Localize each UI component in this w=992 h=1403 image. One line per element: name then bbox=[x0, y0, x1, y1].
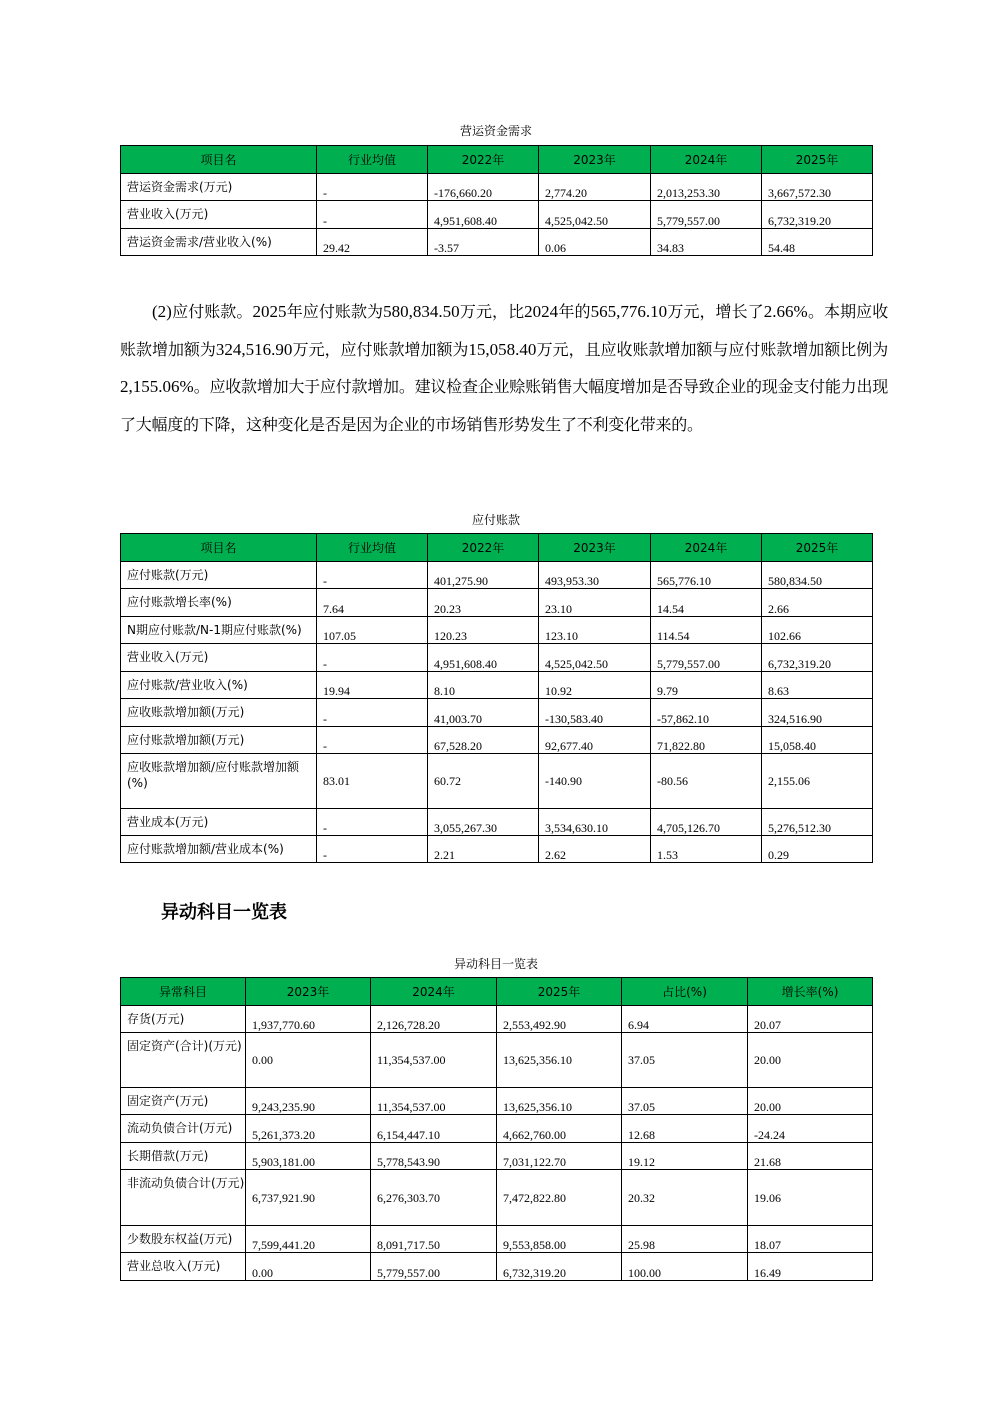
table-row bbox=[121, 644, 873, 672]
cell-value: 565,776.10 bbox=[651, 562, 762, 589]
cell-value: -176,660.20 bbox=[428, 174, 539, 201]
table-row bbox=[121, 1033, 873, 1088]
row-label: 固定资产(合计)(万元) bbox=[121, 1033, 246, 1088]
cell-value: 25.98 bbox=[622, 1226, 748, 1253]
cell-value: 4,525,042.50 bbox=[539, 201, 651, 229]
header-cell: 占比(%) bbox=[622, 978, 748, 1006]
cell-value: 4,705,126.70 bbox=[651, 809, 762, 836]
cell-value: 7.64 bbox=[317, 589, 428, 617]
header-cell: 行业均值 bbox=[317, 534, 428, 562]
table3-caption: 异动科目一览表 bbox=[453, 957, 538, 971]
cell-value: 2.21 bbox=[428, 836, 539, 863]
cell-value: 4,525,042.50 bbox=[539, 644, 651, 672]
cell-value: 37.05 bbox=[622, 1088, 748, 1115]
working-capital-table bbox=[120, 145, 873, 256]
table-row bbox=[121, 229, 873, 256]
row-label: 应付账款增长率(%) bbox=[121, 589, 317, 617]
header-cell: 项目名 bbox=[121, 534, 317, 562]
header-cell: 2023年 bbox=[539, 146, 651, 174]
cell-value: 19.94 bbox=[317, 672, 428, 699]
row-label: 应收账款增加额(万元) bbox=[121, 699, 317, 727]
cell-value: 0.06 bbox=[539, 229, 651, 256]
cell-value: 54.48 bbox=[762, 229, 873, 256]
cell-value: 2,553,492.90 bbox=[497, 1006, 622, 1033]
table-row bbox=[121, 754, 873, 809]
accounts-payable-paragraph: (2)应付账款。2025年应付账款为580,834.50万元，比2024年的565,776.10万元，增长了2.66%。本期应收账款增加额为324,516.90万元，应付账款增加额为15,058.40万元，且应收账款增加额与应付账款增加额比例为2,155.06%。应收款增加大于应付款增加。建议检查企业赊账销售大幅度增加是否导致企业的现金支付能力出现了大幅度的下降，这种变化是否是因为企业的市场销售形势发生了不利变化带来的。 bbox=[120, 302, 888, 434]
cell-value: -80.56 bbox=[651, 754, 762, 809]
cell-value: 5,903,181.00 bbox=[246, 1143, 371, 1170]
cell-value: 4,951,608.40 bbox=[428, 201, 539, 229]
cell-value: 4,951,608.40 bbox=[428, 644, 539, 672]
cell-value: -24.24 bbox=[748, 1115, 873, 1143]
table-row bbox=[121, 1170, 873, 1226]
row-label: N期应付账款/N-1期应付账款(%) bbox=[121, 617, 317, 644]
cell-value: - bbox=[317, 727, 428, 754]
row-label: 营业总收入(万元) bbox=[121, 1253, 246, 1281]
row-label: 营运资金需求(万元) bbox=[121, 174, 317, 201]
cell-value: 5,276,512.30 bbox=[762, 809, 873, 836]
cell-value: 15,058.40 bbox=[762, 727, 873, 754]
row-label: 营业收入(万元) bbox=[121, 201, 317, 229]
cell-value: 102.66 bbox=[762, 617, 873, 644]
cell-value: 3,667,572.30 bbox=[762, 174, 873, 201]
cell-value: 2.62 bbox=[539, 836, 651, 863]
cell-value: 580,834.50 bbox=[762, 562, 873, 589]
cell-value: 29.42 bbox=[317, 229, 428, 256]
table2-caption: 应付账款 bbox=[471, 513, 520, 527]
cell-value: - bbox=[317, 699, 428, 727]
cell-value: 401,275.90 bbox=[428, 562, 539, 589]
cell-value: 10.92 bbox=[539, 672, 651, 699]
cell-value: 7,031,122.70 bbox=[497, 1143, 622, 1170]
cell-value: 2,126,728.20 bbox=[371, 1006, 497, 1033]
cell-value: 0.29 bbox=[762, 836, 873, 863]
header-cell: 增长率(%) bbox=[748, 978, 873, 1006]
cell-value: 7,472,822.80 bbox=[497, 1170, 622, 1226]
row-label: 营业收入(万元) bbox=[121, 644, 317, 672]
cell-value: 7,599,441.20 bbox=[246, 1226, 371, 1253]
cell-value: 1,937,770.60 bbox=[246, 1006, 371, 1033]
cell-value: 19.06 bbox=[748, 1170, 873, 1226]
cell-value: 6,732,319.20 bbox=[497, 1253, 622, 1281]
cell-value: 3,055,267.30 bbox=[428, 809, 539, 836]
row-label: 长期借款(万元) bbox=[121, 1143, 246, 1170]
cell-value: 324,516.90 bbox=[762, 699, 873, 727]
cell-value: - bbox=[317, 644, 428, 672]
cell-value: 37.05 bbox=[622, 1033, 748, 1088]
header-cell: 2024年 bbox=[371, 978, 497, 1006]
cell-value: 71,822.80 bbox=[651, 727, 762, 754]
header-cell: 异常科目 bbox=[121, 978, 246, 1006]
cell-value: 23.10 bbox=[539, 589, 651, 617]
header-cell: 2025年 bbox=[497, 978, 622, 1006]
cell-value: - bbox=[317, 201, 428, 229]
cell-value: 34.83 bbox=[651, 229, 762, 256]
cell-value: 6,737,921.90 bbox=[246, 1170, 371, 1226]
row-label: 少数股东权益(万元) bbox=[121, 1226, 246, 1253]
cell-value: 120.23 bbox=[428, 617, 539, 644]
row-label: 应收账款增加额/应付账款增加额(%) bbox=[121, 754, 317, 809]
table-row bbox=[121, 589, 873, 617]
header-cell: 2023年 bbox=[246, 978, 371, 1006]
cell-value: 9,243,235.90 bbox=[246, 1088, 371, 1115]
cell-value: 20.00 bbox=[748, 1088, 873, 1115]
cell-value: 8.10 bbox=[428, 672, 539, 699]
cell-value: 20.00 bbox=[748, 1033, 873, 1088]
cell-value: 1.53 bbox=[651, 836, 762, 863]
row-label: 应付账款增加额/营业成本(%) bbox=[121, 836, 317, 863]
header-cell: 2023年 bbox=[539, 534, 651, 562]
accounts-payable-table bbox=[120, 533, 873, 863]
cell-value: 21.68 bbox=[748, 1143, 873, 1170]
header-cell: 2024年 bbox=[651, 534, 762, 562]
cell-value: 20.32 bbox=[622, 1170, 748, 1226]
header-cell: 项目名 bbox=[121, 146, 317, 174]
cell-value: 6,154,447.10 bbox=[371, 1115, 497, 1143]
cell-value: 5,779,557.00 bbox=[651, 201, 762, 229]
cell-value: 8,091,717.50 bbox=[371, 1226, 497, 1253]
cell-value: 14.54 bbox=[651, 589, 762, 617]
table-row bbox=[121, 672, 873, 699]
table-row bbox=[121, 1088, 873, 1115]
table1-caption: 营运资金需求 bbox=[459, 124, 532, 138]
cell-value: 5,261,373.20 bbox=[246, 1115, 371, 1143]
cell-value: 5,779,557.00 bbox=[371, 1253, 497, 1281]
cell-value: 19.12 bbox=[622, 1143, 748, 1170]
cell-value: 2,013,253.30 bbox=[651, 174, 762, 201]
cell-value: - bbox=[317, 562, 428, 589]
cell-value: 92,677.40 bbox=[539, 727, 651, 754]
cell-value: 2,774.20 bbox=[539, 174, 651, 201]
cell-value: 60.72 bbox=[428, 754, 539, 809]
cell-value: 41,003.70 bbox=[428, 699, 539, 727]
table-row bbox=[121, 1115, 873, 1143]
cell-value: 67,528.20 bbox=[428, 727, 539, 754]
cell-value: 5,779,557.00 bbox=[651, 644, 762, 672]
cell-value: - bbox=[317, 809, 428, 836]
cell-value: 6,732,319.20 bbox=[762, 201, 873, 229]
cell-value: -130,583.40 bbox=[539, 699, 651, 727]
cell-value: 8.63 bbox=[762, 672, 873, 699]
table-row bbox=[121, 201, 873, 229]
table-row bbox=[121, 727, 873, 754]
table-row bbox=[121, 1006, 873, 1033]
cell-value: -140.90 bbox=[539, 754, 651, 809]
cell-value: 2,155.06 bbox=[762, 754, 873, 809]
cell-value: 16.49 bbox=[748, 1253, 873, 1281]
cell-value: 20.23 bbox=[428, 589, 539, 617]
cell-value: 13,625,356.10 bbox=[497, 1033, 622, 1088]
table-row bbox=[121, 809, 873, 836]
cell-value: 0.00 bbox=[246, 1253, 371, 1281]
cell-value: 6,276,303.70 bbox=[371, 1170, 497, 1226]
cell-value: 123.10 bbox=[539, 617, 651, 644]
row-label: 营业成本(万元) bbox=[121, 809, 317, 836]
cell-value: 83.01 bbox=[317, 754, 428, 809]
cell-value: 9,553,858.00 bbox=[497, 1226, 622, 1253]
cell-value: 9.79 bbox=[651, 672, 762, 699]
table-row bbox=[121, 562, 873, 589]
header-cell: 2025年 bbox=[762, 146, 873, 174]
cell-value: - bbox=[317, 174, 428, 201]
cell-value: -57,862.10 bbox=[651, 699, 762, 727]
header-cell: 2024年 bbox=[651, 146, 762, 174]
abnormal-items-table bbox=[120, 977, 873, 1281]
row-label: 流动负债合计(万元) bbox=[121, 1115, 246, 1143]
cell-value: 493,953.30 bbox=[539, 562, 651, 589]
header-cell: 2022年 bbox=[428, 146, 539, 174]
cell-value: 100.00 bbox=[622, 1253, 748, 1281]
cell-value: 20.07 bbox=[748, 1006, 873, 1033]
cell-value: 2.66 bbox=[762, 589, 873, 617]
cell-value: 12.68 bbox=[622, 1115, 748, 1143]
row-label: 应付账款(万元) bbox=[121, 562, 317, 589]
cell-value: 13,625,356.10 bbox=[497, 1088, 622, 1115]
row-label: 存货(万元) bbox=[121, 1006, 246, 1033]
row-label: 固定资产(万元) bbox=[121, 1088, 246, 1115]
cell-value: 11,354,537.00 bbox=[371, 1088, 497, 1115]
cell-value: 0.00 bbox=[246, 1033, 371, 1088]
cell-value: 4,662,760.00 bbox=[497, 1115, 622, 1143]
row-label: 应付账款/营业收入(%) bbox=[121, 672, 317, 699]
header-cell: 行业均值 bbox=[317, 146, 428, 174]
table-row bbox=[121, 1253, 873, 1281]
section-heading: 异动科目一览表 bbox=[161, 902, 287, 923]
cell-value: - bbox=[317, 836, 428, 863]
table-row bbox=[121, 617, 873, 644]
table-row bbox=[121, 174, 873, 201]
row-label: 应付账款增加额(万元) bbox=[121, 727, 317, 754]
cell-value: 6.94 bbox=[622, 1006, 748, 1033]
cell-value: 6,732,319.20 bbox=[762, 644, 873, 672]
row-label: 非流动负债合计(万元) bbox=[121, 1170, 246, 1226]
cell-value: 3,534,630.10 bbox=[539, 809, 651, 836]
table-row bbox=[121, 1226, 873, 1253]
cell-value: 18.07 bbox=[748, 1226, 873, 1253]
header-cell: 2025年 bbox=[762, 534, 873, 562]
table-row bbox=[121, 1143, 873, 1170]
table-row bbox=[121, 836, 873, 863]
cell-value: 11,354,537.00 bbox=[371, 1033, 497, 1088]
header-cell: 2022年 bbox=[428, 534, 539, 562]
row-label: 营运资金需求/营业收入(%) bbox=[121, 229, 317, 256]
cell-value: 5,778,543.90 bbox=[371, 1143, 497, 1170]
cell-value: 114.54 bbox=[651, 617, 762, 644]
cell-value: -3.57 bbox=[428, 229, 539, 256]
cell-value: 107.05 bbox=[317, 617, 428, 644]
table-row bbox=[121, 699, 873, 727]
